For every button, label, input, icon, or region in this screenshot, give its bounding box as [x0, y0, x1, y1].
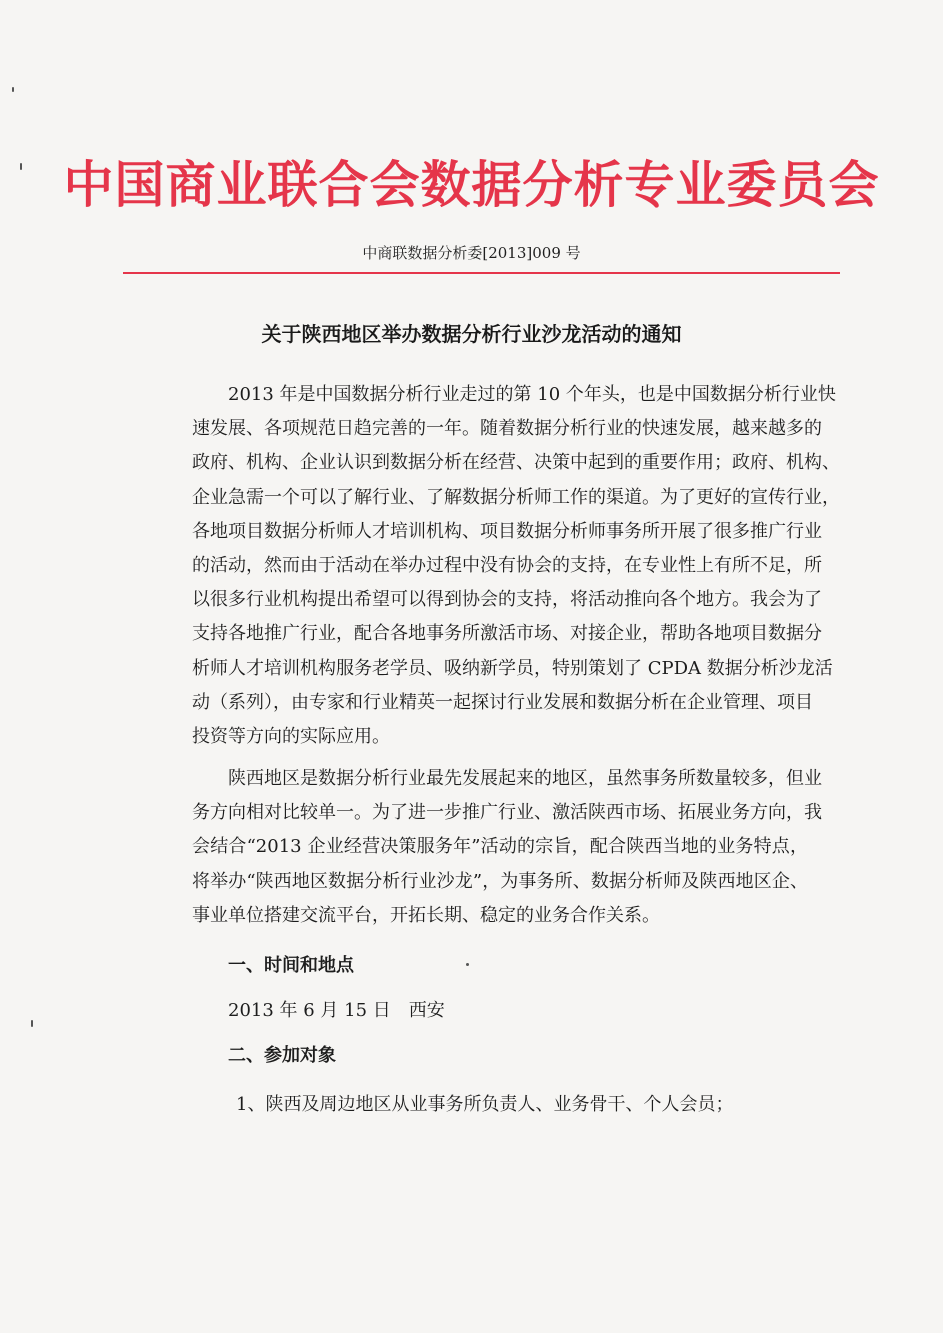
notice-title: 关于陕西地区举办数据分析行业沙龙活动的通知 [261, 322, 682, 346]
paragraph-1 [192, 378, 840, 754]
document-number: 中商联数据分析委[2013]009 号 [362, 244, 581, 262]
paragraph-line: 各地项目数据分析师人才培训机构、项目数据分析师事务所开展了很多推广行业 [192, 520, 822, 542]
organization-header: 中国商业联合会数据分析专业委员会 [63, 156, 880, 214]
scan-speck [466, 963, 469, 966]
paragraph-2 [192, 762, 822, 933]
scan-speck [31, 1020, 33, 1027]
scan-speck [20, 163, 22, 170]
event-date-location: 2013 年 6 月 15 日 西安 [228, 1000, 445, 1021]
header-divider [123, 272, 840, 274]
paragraph-line: 速发展、各项规范日趋完善的一年。随着数据分析行业的快速发展，越来越多的 [192, 418, 822, 440]
section-heading-time-place: 一、时间和地点 [228, 955, 354, 976]
paragraph-line: 会结合“2013 企业经营决策服务年”活动的宗旨，配合陕西当地的业务特点， [192, 836, 808, 858]
scan-speck [12, 87, 14, 92]
paragraph-line: 政府、机构、企业认识到数据分析在经营、决策中起到的重要作用；政府、机构、 [192, 452, 840, 474]
paragraph-line: 动（系列），由专家和行业精英一起探讨行业发展和数据分析在企业管理、项目 [192, 691, 813, 713]
paragraph-line: 企业急需一个可以了解行业、了解数据分析师工作的渠道。为了更好的宣传行业， [192, 486, 840, 508]
paragraph-line: 以很多行业机构提出希望可以得到协会的支持，将活动推向各个地方。我会为了 [192, 589, 822, 611]
paragraph-line: 投资等方向的实际应用。 [192, 726, 390, 748]
participant-item-1: 1、陕西及周边地区从业事务所负责人、业务骨干、个人会员； [236, 1094, 734, 1115]
paragraph-line: 事业单位搭建交流平台，开拓长期、稳定的业务合作关系。 [192, 904, 660, 926]
paragraph-line: 将举办“陕西地区数据分析行业沙龙”，为事务所、数据分析师及陕西地区企、 [192, 870, 808, 892]
paragraph-line: 支持各地推广行业，配合各地事务所激活市场、对接企业，帮助各地项目数据分 [192, 623, 822, 645]
paragraph-line: 陕西地区是数据分析行业最先发展起来的地区，虽然事务所数量较多，但业 [228, 768, 822, 789]
paragraph-line: 2013 年是中国数据分析行业走过的第 10 个年头，也是中国数据分析行业快 [228, 384, 836, 405]
paragraph-line: 的活动，然而由于活动在举办过程中没有协会的支持，在专业性上有所不足，所 [192, 555, 822, 577]
paragraph-line: 析师人才培训机构服务老学员、吸纳新学员，特别策划了 CPDA 数据分析沙龙活 [192, 657, 833, 679]
section-heading-participants: 二、参加对象 [228, 1045, 336, 1066]
paragraph-line: 务方向相对比较单一。为了进一步推广行业、激活陕西市场、拓展业务方向，我 [192, 802, 822, 824]
